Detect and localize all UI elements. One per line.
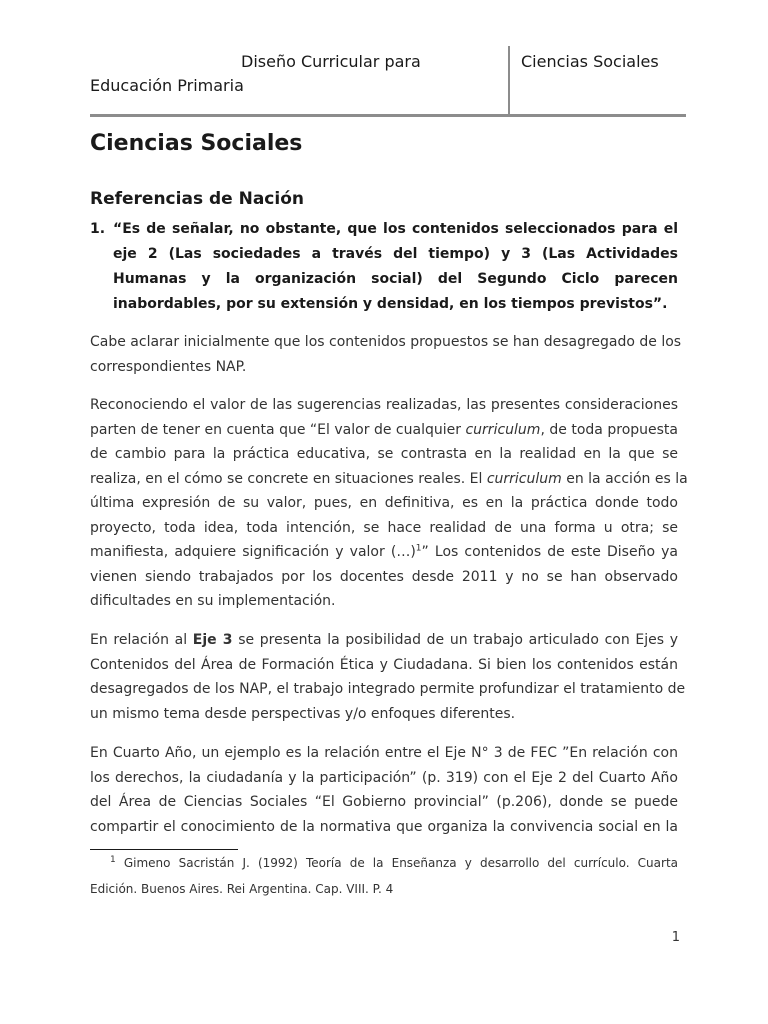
paragraph-line: En Cuarto Año, un ejemplo es la relación entre el Eje N° 3 de FEC ”En relación con — [90, 745, 678, 761]
footnote-line: Edición. Buenos Aires. Rei Argentina. Cap. VIII. P. 4 — [90, 882, 394, 896]
header-subject: Ciencias Sociales — [521, 52, 659, 71]
text-run: En relación al — [90, 632, 193, 648]
paragraph-line: vienen siendo trabajados por los docentes desde 2011 y no se han observado — [90, 568, 678, 585]
paragraph-line — [90, 628, 678, 653]
paragraph-line: última expresión de su valor, pues, en definitiva, es en la práctica donde todo — [90, 495, 678, 511]
paragraph-line: Reconociendo el valor de las sugerencias realizadas, las presentes consideraciones — [90, 397, 678, 413]
numbered-quote-item — [90, 217, 678, 317]
list-number: 1. — [90, 221, 106, 237]
paragraph-2 — [90, 393, 688, 614]
paragraph-line: Cabe aclarar inicialmente que los contenidos propuestos se han desagregado de los — [90, 334, 682, 350]
paragraph-line: un mismo tema desde perspectivas y/o enfoques diferentes. — [90, 705, 516, 722]
footnote-marker: 1 — [110, 855, 116, 865]
paragraph-line: dificultades en su implementación. — [90, 593, 336, 609]
paragraph-line — [90, 540, 678, 565]
header-document-title: Diseño Curricular para — [241, 52, 421, 71]
paragraph-line: los derechos, la ciudadanía y la participación” (p. 319) con el Eje 2 del Cuarto Año — [90, 769, 678, 786]
page-title: Ciencias Sociales — [90, 131, 303, 156]
page-number: 1 — [671, 930, 680, 945]
header-vertical-divider — [508, 46, 510, 114]
quoted-observation: “Es de señalar, no obstante, que los contenidos seleccionados para el eje 2 (Las sociedades a través del tiempo) y 3 (Las Actividades Humanas y la organización social) del Segundo Ciclo parecen inabordables, por su extensión y densidad, en los tiempos previstos”. — [113, 221, 678, 312]
paragraph-line: proyecto, toda idea, toda intención, se hace realidad de una forma u otra; se — [90, 519, 678, 536]
italic-term: curriculum — [486, 470, 562, 487]
text-run: manifiesta, adquiere significación y valor (…) — [90, 544, 416, 560]
text-run: realiza, en el cómo se concrete en situaciones reales. El — [90, 470, 487, 487]
page-header — [90, 46, 686, 116]
paragraph-3 — [90, 628, 686, 726]
text-run: parten de tener en cuenta que “El valor de cualquier — [90, 421, 466, 438]
paragraph-line: desagregados de los NAP, el trabajo integrado permite profundizar el tratamiento de — [90, 681, 686, 697]
text-run: en la acción es la — [561, 470, 688, 487]
paragraph-line: del Área de Ciencias Sociales “El Gobierno provincial” (p.206), donde se puede — [90, 794, 678, 810]
section-title: Referencias de Nación — [90, 189, 304, 209]
bold-term: Eje 3 — [192, 632, 233, 648]
footnote-reference[interactable]: 1 — [415, 543, 422, 554]
footnote-line — [90, 850, 678, 876]
paragraph-1 — [90, 330, 682, 379]
text-run: , de toda propuesta — [540, 421, 678, 438]
header-document-subtitle: Educación Primaria — [90, 76, 244, 95]
text-run: se presenta la posibilidad de un trabajo articulado con Ejes y — [232, 632, 678, 648]
footnote-citation: Gimeno Sacristán J. (1992) Teoría de la Enseñanza y desarrollo del currículo. Cuarta — [115, 856, 678, 870]
paragraph-4 — [90, 741, 678, 839]
header-rule — [90, 114, 686, 117]
paragraph-line — [90, 418, 678, 443]
italic-term: curriculum — [465, 421, 541, 438]
footnote — [90, 850, 678, 902]
paragraph-line: compartir el conocimiento de la normativa que organiza la convivencia social en la — [90, 818, 678, 835]
paragraph-line — [90, 467, 688, 492]
paragraph-line: Contenidos del Área de Formación Ética y Ciudadana. Si bien los contenidos están — [90, 656, 678, 673]
paragraph-line: correspondientes NAP. — [90, 358, 247, 375]
paragraph-line: de cambio para la práctica educativa, se contrasta en la realidad en la que se — [90, 446, 678, 462]
text-run: ” Los contenidos de este Diseño ya — [421, 544, 678, 560]
